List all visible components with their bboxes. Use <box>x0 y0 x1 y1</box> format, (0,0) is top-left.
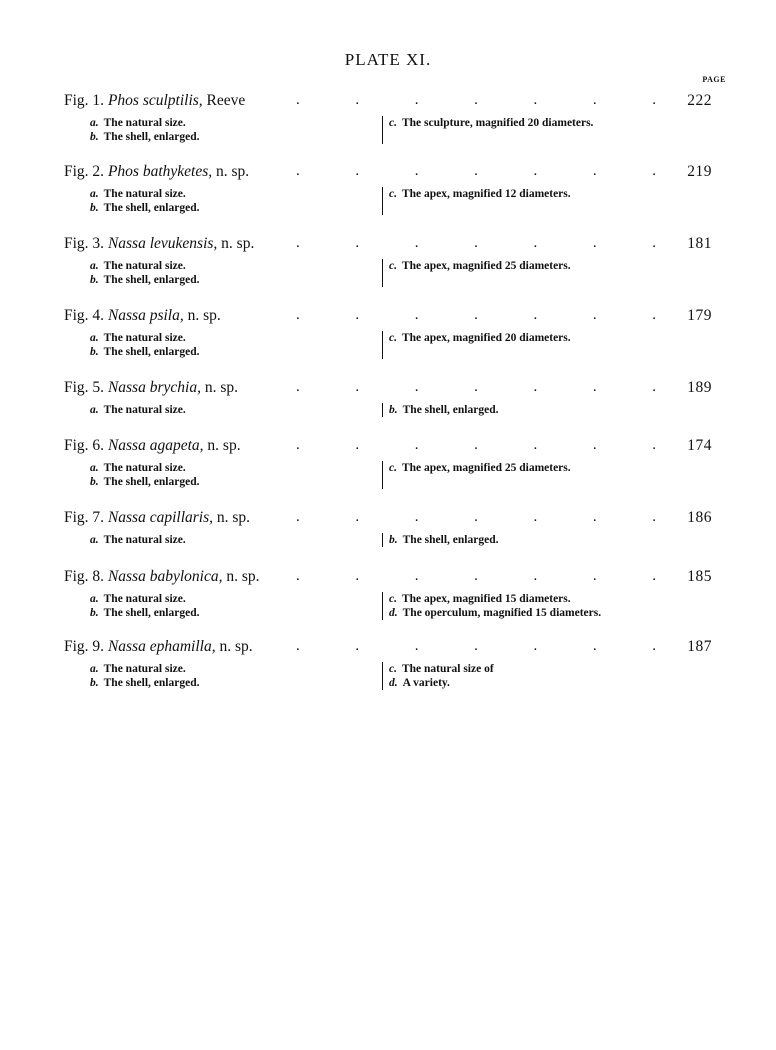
right-subcaptions <box>382 331 571 359</box>
subcaption-item <box>389 533 498 547</box>
species-author: n. sp. <box>216 509 251 526</box>
subcaption-item <box>90 201 199 215</box>
subcaption-item <box>389 116 593 130</box>
subcaption-text: The shell, enlarged. <box>103 274 200 286</box>
subcaption-item <box>389 662 494 676</box>
subcaption-text: The natural size. <box>103 404 186 416</box>
figure-number: Fig. 8. <box>64 568 105 585</box>
left-subcaptions <box>90 116 199 144</box>
species-name: Nassa brychia, <box>107 379 201 396</box>
dot-leader: . . . . . . . <box>296 638 656 654</box>
subcaption-letter: a. <box>90 593 99 605</box>
species-name: Nassa psila, <box>107 307 184 324</box>
figure-caption <box>64 235 254 253</box>
dot-leader: . . . . . . . <box>296 568 656 584</box>
figure-caption <box>64 437 241 455</box>
page-number: 185 <box>687 568 712 585</box>
subcaption-text: The natural size. <box>103 117 186 129</box>
species-name: Nassa agapeta, <box>107 437 204 454</box>
left-subcaptions <box>90 331 199 359</box>
page-column-header: PAGE <box>702 75 726 84</box>
figure-caption <box>64 379 238 397</box>
subcaption-letter: b. <box>90 202 99 214</box>
subcaption-item <box>389 606 601 620</box>
dot-leader: . . . . . . . <box>296 163 656 179</box>
subcaption-item <box>90 273 199 287</box>
subcaption-text: The natural size. <box>103 332 186 344</box>
subcaption-text: The shell, enlarged. <box>103 607 200 619</box>
subcaption-letter: b. <box>90 607 99 619</box>
subcaption-letter: c. <box>389 260 397 272</box>
subcaption-item <box>90 461 199 475</box>
figure-number: Fig. 9. <box>64 638 105 655</box>
subcaption-item <box>389 461 571 475</box>
subcaption-item <box>90 592 199 606</box>
subcaption-item <box>389 331 571 345</box>
species-name: Phos bathyketes, <box>107 163 213 180</box>
figure-caption <box>64 509 250 527</box>
right-subcaptions <box>382 461 571 489</box>
subcaption-letter: a. <box>90 534 99 546</box>
dot-leader: . . . . . . . <box>296 437 656 453</box>
page-number: 187 <box>687 638 712 655</box>
subcaption-letter: c. <box>389 663 397 675</box>
subcaption-text: The natural size. <box>103 534 186 546</box>
subcaption-text: The shell, enlarged. <box>402 534 499 546</box>
subcaption-item <box>389 676 494 690</box>
subcaption-item <box>90 606 199 620</box>
figure-number: Fig. 2. <box>64 163 105 180</box>
left-subcaptions <box>90 592 199 620</box>
page-number: 222 <box>687 92 712 109</box>
subcaption-text: The natural size. <box>103 260 186 272</box>
subcaption-letter: a. <box>90 117 99 129</box>
species-author: n. sp. <box>221 235 255 252</box>
dot-leader: . . . . . . . <box>296 92 656 108</box>
subcaption-text: The shell, enlarged. <box>103 202 200 214</box>
subcaption-letter: c. <box>389 332 397 344</box>
plate-title: PLATE XI. <box>344 50 432 69</box>
subcaption-letter: c. <box>389 462 397 474</box>
subcaption-item <box>90 662 199 676</box>
species-name: Nassa capillaris, <box>107 509 214 526</box>
subcaption-text: The shell, enlarged. <box>103 346 200 358</box>
subcaption-item <box>90 116 199 130</box>
subcaption-text: The apex, magnified 25 diameters. <box>401 260 571 272</box>
subcaption-text: The apex, magnified 20 diameters. <box>401 332 571 344</box>
subcaption-text: The shell, enlarged. <box>103 131 200 143</box>
subcaption-letter: b. <box>389 534 398 546</box>
subcaption-letter: b. <box>389 404 398 416</box>
page-number: 219 <box>687 163 712 180</box>
figure-number: Fig. 3. <box>64 235 105 252</box>
subcaption-letter: c. <box>389 188 397 200</box>
subcaption-letter: a. <box>90 663 99 675</box>
right-subcaptions <box>382 533 498 547</box>
species-author: Reeve <box>206 92 246 109</box>
subcaption-letter: a. <box>90 260 99 272</box>
figure-number: Fig. 7. <box>64 509 105 526</box>
page-number: 186 <box>687 509 712 526</box>
subcaption-text: The apex, magnified 12 diameters. <box>401 188 571 200</box>
page-number: 181 <box>687 235 712 252</box>
figure-number: Fig. 6. <box>64 437 105 454</box>
subcaption-letter: d. <box>389 607 398 619</box>
subcaption-letter: a. <box>90 188 99 200</box>
subcaption-item <box>90 403 186 417</box>
right-subcaptions <box>382 187 571 215</box>
right-subcaptions <box>382 403 498 417</box>
dot-leader: . . . . . . . <box>296 509 656 525</box>
page-number: 189 <box>687 379 712 396</box>
left-subcaptions <box>90 259 199 287</box>
subcaption-text: The apex, magnified 15 diameters. <box>401 593 571 605</box>
subcaption-text: The natural size of <box>401 663 494 675</box>
subcaption-letter: b. <box>90 476 99 488</box>
subcaption-item <box>90 331 199 345</box>
page-number: 179 <box>687 307 712 324</box>
subcaption-letter: c. <box>389 593 397 605</box>
subcaption-letter: c. <box>389 117 397 129</box>
subcaption-letter: b. <box>90 346 99 358</box>
figure-caption <box>64 92 245 110</box>
species-author: n. sp. <box>215 163 250 180</box>
subcaption-item <box>90 130 199 144</box>
dot-leader: . . . . . . . <box>296 379 656 395</box>
left-subcaptions <box>90 403 186 417</box>
subcaption-letter: b. <box>90 131 99 143</box>
subcaption-letter: a. <box>90 404 99 416</box>
subcaption-item <box>90 475 199 489</box>
species-name: Nassa babylonica, <box>107 568 223 585</box>
subcaption-item <box>389 259 571 273</box>
figure-number: Fig. 1. <box>64 92 105 109</box>
subcaption-text: The natural size. <box>103 188 186 200</box>
figure-caption <box>64 307 221 325</box>
subcaption-letter: d. <box>389 677 398 689</box>
right-subcaptions <box>382 116 593 144</box>
figure-caption <box>64 638 253 656</box>
species-name: Nassa levukensis, <box>107 235 218 252</box>
subcaption-item <box>90 676 199 690</box>
subcaption-item <box>389 187 571 201</box>
left-subcaptions <box>90 533 186 547</box>
species-author: n. sp. <box>204 379 238 396</box>
dot-leader: . . . . . . . <box>296 235 656 251</box>
page-number: 174 <box>687 437 712 454</box>
subcaption-text: The shell, enlarged. <box>103 476 200 488</box>
subcaption-item <box>90 533 186 547</box>
subcaption-text: The shell, enlarged. <box>103 677 200 689</box>
subcaption-text: The sculpture, magnified 20 diameters. <box>401 117 594 129</box>
subcaption-text: The shell, enlarged. <box>402 404 499 416</box>
subcaption-item <box>90 187 199 201</box>
subcaption-item <box>389 403 498 417</box>
subcaption-text: The operculum, magnified 15 diameters. <box>402 607 602 619</box>
right-subcaptions <box>382 662 494 690</box>
left-subcaptions <box>90 662 199 690</box>
subcaption-text: The natural size. <box>103 462 186 474</box>
species-author: n. sp. <box>207 437 241 454</box>
left-subcaptions <box>90 461 199 489</box>
subcaption-letter: a. <box>90 332 99 344</box>
figure-number: Fig. 5. <box>64 379 105 396</box>
subcaption-item <box>90 345 199 359</box>
species-author: n. sp. <box>219 638 253 655</box>
subcaption-letter: b. <box>90 274 99 286</box>
subcaption-letter: a. <box>90 462 99 474</box>
left-subcaptions <box>90 187 199 215</box>
species-name: Nassa ephamilla, <box>107 638 216 655</box>
figure-caption <box>64 568 260 586</box>
subcaption-item <box>90 259 199 273</box>
figure-caption <box>64 163 249 181</box>
subcaption-letter: b. <box>90 677 99 689</box>
species-author: n. sp. <box>187 307 221 324</box>
figure-number: Fig. 4. <box>64 307 105 324</box>
subcaption-text: The natural size. <box>103 663 186 675</box>
subcaption-text: The natural size. <box>103 593 186 605</box>
species-name: Phos sculptilis, <box>107 92 203 109</box>
subcaption-text: The apex, magnified 25 diameters. <box>401 462 571 474</box>
dot-leader: . . . . . . . <box>296 307 656 323</box>
species-author: n. sp. <box>226 568 260 585</box>
subcaption-item <box>389 592 601 606</box>
subcaption-text: A variety. <box>402 677 450 689</box>
right-subcaptions <box>382 259 571 287</box>
right-subcaptions <box>382 592 601 620</box>
